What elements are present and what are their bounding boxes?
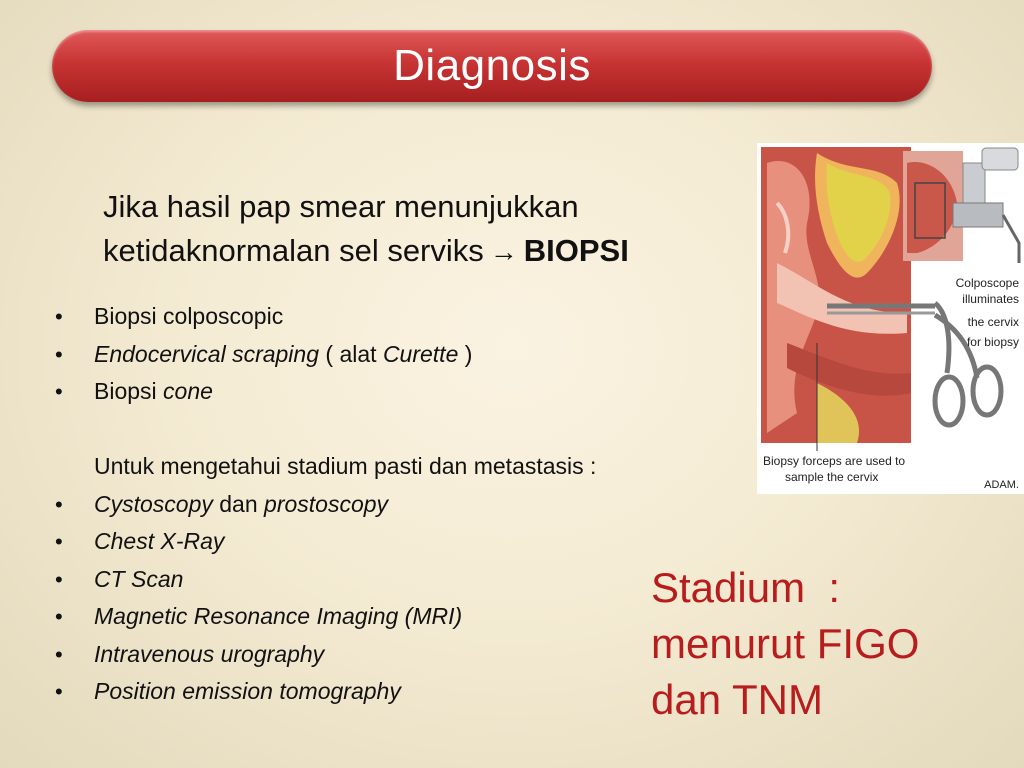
stadium-line-1: Stadium : xyxy=(651,564,841,611)
figure-caption-right-2: illuminates xyxy=(962,292,1019,306)
stadium-line-2: menurut FIGO xyxy=(651,620,920,667)
list-item-italic: Intravenous urography xyxy=(94,640,325,667)
list-item-italic: Position emission tomography xyxy=(94,678,401,704)
figure-caption-right-1: Colposcope xyxy=(955,276,1019,290)
figure-caption-bottom-1: Biopsy forceps are used to xyxy=(763,454,906,468)
bullet-icon: • xyxy=(55,566,63,592)
list-item-italic: Endocervical scraping xyxy=(94,340,320,367)
list-item-text: ) xyxy=(458,340,473,367)
list-item xyxy=(52,561,742,599)
list-item-italic: Curette xyxy=(382,340,459,367)
list-item xyxy=(52,523,742,561)
intro-line-1: Jika hasil pap smear menunjukkan xyxy=(103,189,579,224)
intro-line-2-text: ketidaknormalan sel serviks xyxy=(103,233,484,268)
bullet-icon: • xyxy=(55,379,63,404)
bullet-icon: • xyxy=(55,679,63,704)
list-item xyxy=(52,486,742,524)
adam-logo: ADAM. xyxy=(984,479,1019,491)
figure-caption-right-4: for biopsy xyxy=(966,335,1019,349)
list-item xyxy=(52,598,742,636)
list-item-italic: Cystoscopy xyxy=(94,490,213,517)
list-item-text: Biopsi colposcopic xyxy=(94,303,284,329)
list-item-italic: cone xyxy=(163,378,213,404)
bullet-icon: • xyxy=(55,641,63,667)
list-item xyxy=(52,336,742,374)
biopsy-list xyxy=(52,298,742,411)
list-item-text: ( alat xyxy=(319,340,383,367)
list-item xyxy=(52,298,742,336)
staging-heading: Untuk mengetahui stadium pasti dan metastasis : xyxy=(94,453,597,479)
slide-title: Diagnosis xyxy=(393,41,591,90)
figure-caption-right-3: the cervix xyxy=(967,315,1019,329)
bullet-icon: • xyxy=(55,491,63,517)
list-item-italic: prostoscopy xyxy=(264,490,389,517)
biopsy-illustration xyxy=(757,143,1024,494)
staging-list xyxy=(52,448,742,711)
list-item xyxy=(52,636,742,674)
list-item-italic: Magnetic Resonance Imaging (MRI) xyxy=(94,603,463,629)
bullet-icon: • xyxy=(55,304,63,329)
list-item xyxy=(52,373,742,411)
bullet-icon: • xyxy=(55,341,63,367)
list-item-italic: Chest X-Ray xyxy=(94,528,225,554)
bullet-icon: • xyxy=(55,529,63,554)
intro-emphasis: BIOPSI xyxy=(523,233,629,268)
list-item xyxy=(52,673,742,711)
list-item-text: dan xyxy=(212,490,265,517)
figure-caption-bottom-2: sample the cervix xyxy=(785,470,879,484)
list-item-text: Biopsi xyxy=(94,378,164,404)
right-arrow-icon: → xyxy=(489,236,518,267)
intro-text xyxy=(103,185,743,274)
stadium-note xyxy=(651,560,1011,728)
list-item-italic: CT Scan xyxy=(94,565,184,592)
stadium-line-3: dan TNM xyxy=(651,676,823,723)
title-banner xyxy=(52,30,932,102)
anatomy-diagram xyxy=(757,143,1024,494)
intro-line-2 xyxy=(103,229,743,274)
bullet-icon: • xyxy=(55,604,63,629)
